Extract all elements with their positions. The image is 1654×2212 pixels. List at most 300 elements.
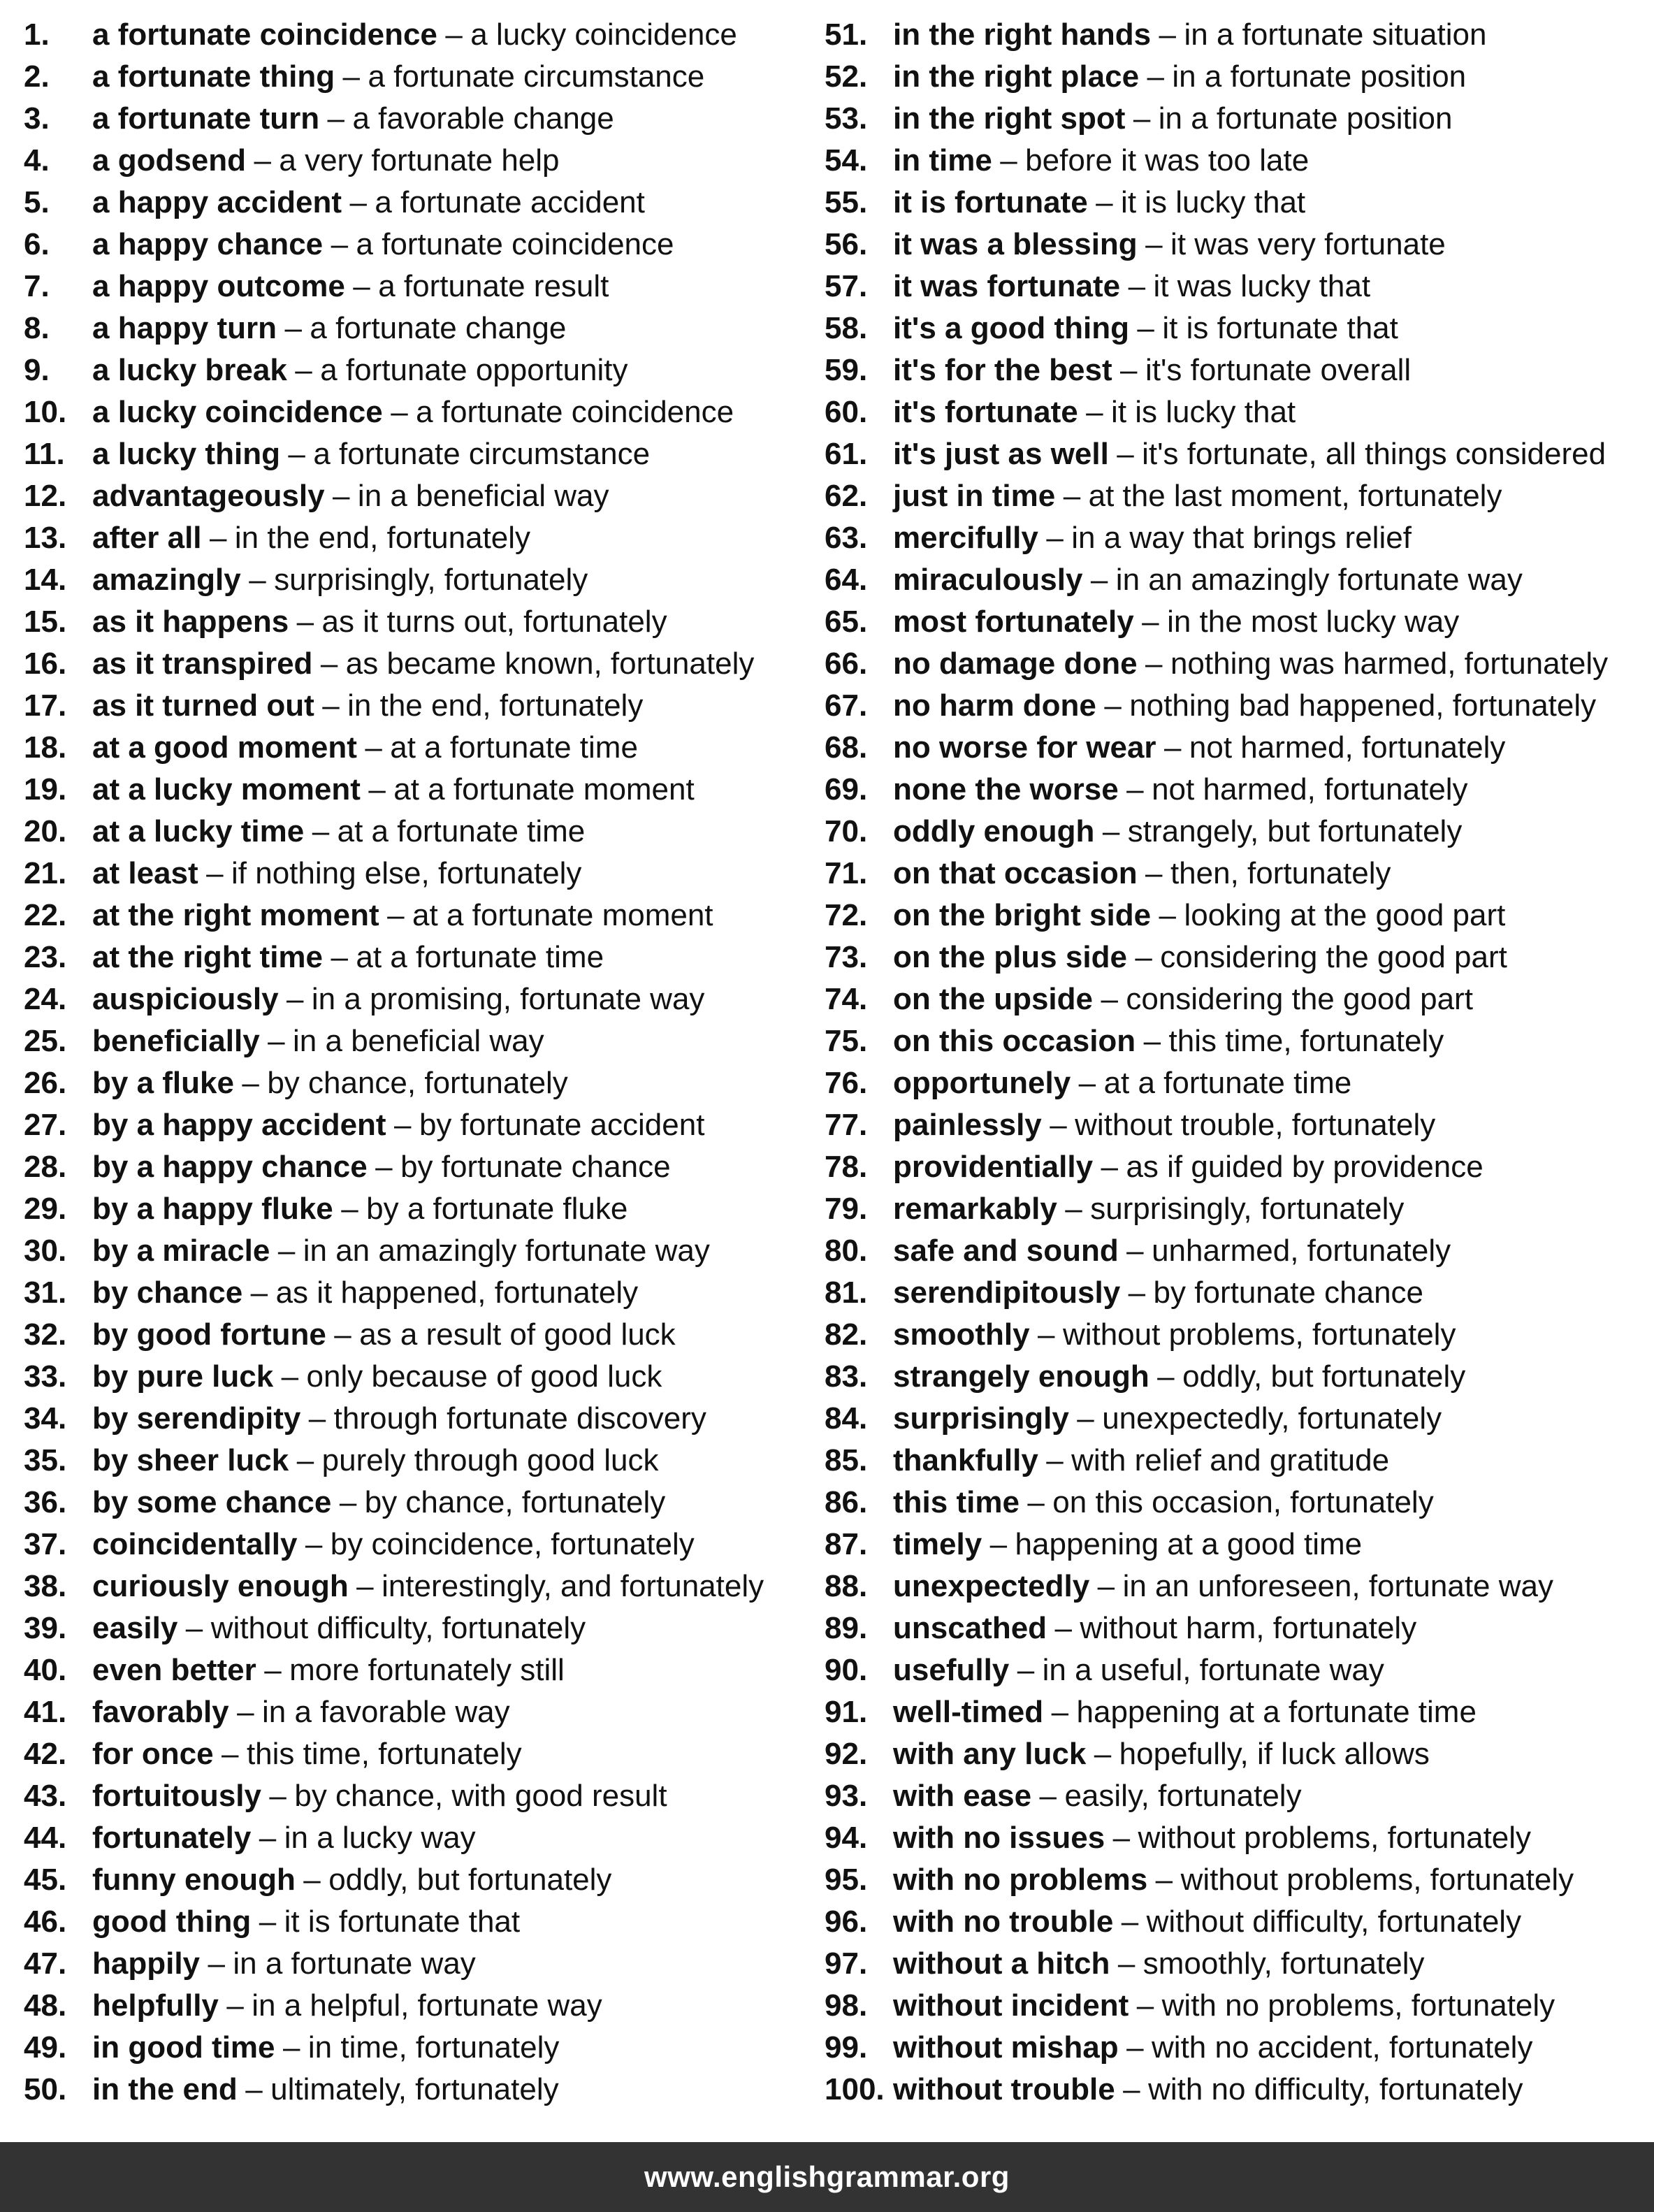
entry-term: fortuitously — [92, 1779, 261, 1813]
list-item — [825, 1188, 1649, 1230]
list-item — [24, 1146, 806, 1188]
entry-number: 17. — [24, 688, 67, 723]
entry-separator: – — [1112, 1821, 1131, 1855]
entry-definition: without problems, fortunately — [1180, 1863, 1574, 1897]
entry-term: a fortunate turn — [92, 101, 320, 136]
entry-term: without trouble — [893, 2072, 1115, 2106]
entry-term: on the bright side — [893, 898, 1152, 932]
entry-definition: a fortunate coincidence — [356, 227, 674, 261]
entry-term: by chance — [92, 1275, 243, 1310]
list-item — [825, 475, 1649, 517]
entry-separator: – — [237, 1695, 254, 1729]
entry-definition: this time, fortunately — [1168, 1024, 1444, 1058]
entry-definition: in a fortunate position — [1158, 101, 1453, 136]
entry-separator: – — [264, 1653, 282, 1687]
list-item — [24, 643, 806, 685]
entry-separator: – — [1128, 1275, 1146, 1310]
entry-term: by some chance — [92, 1485, 332, 1519]
entry-separator: – — [322, 688, 340, 723]
entry-definition: at a fortunate time — [356, 940, 604, 974]
list-item — [825, 559, 1649, 601]
entry-definition: at a fortunate moment — [412, 898, 713, 932]
entry-definition: a lucky coincidence — [470, 17, 737, 52]
entry-term: smoothly — [893, 1317, 1030, 1352]
entry-definition: it is fortunate that — [284, 1904, 521, 1939]
entry-definition: a favorable change — [352, 101, 614, 136]
list-item — [24, 98, 806, 140]
entry-definition: unharmed, fortunately — [1152, 1234, 1451, 1268]
entry-separator: – — [356, 1569, 374, 1603]
entry-definition: before it was too late — [1025, 143, 1310, 178]
entry-definition: as it happened, fortunately — [275, 1275, 639, 1310]
entry-number: 3. — [24, 101, 50, 136]
entry-number: 43. — [24, 1779, 67, 1813]
entry-definition: a fortunate circumstance — [368, 59, 705, 94]
entry-number: 93. — [825, 1779, 868, 1813]
list-item — [24, 1314, 806, 1356]
entry-term: after all — [92, 521, 202, 555]
entry-separator: – — [391, 395, 408, 429]
entry-term: favorably — [92, 1695, 229, 1729]
entry-definition: in time, fortunately — [307, 2030, 560, 2065]
entry-term: a fortunate thing — [92, 59, 335, 94]
list-item — [24, 1188, 806, 1230]
list-item — [825, 1817, 1649, 1859]
entry-definition: in a beneficial way — [357, 479, 609, 513]
entry-definition: by a fortunate fluke — [366, 1192, 628, 1226]
list-item — [825, 1649, 1649, 1691]
entry-number: 64. — [825, 563, 868, 597]
entry-term: as it happens — [92, 605, 289, 639]
list-item — [825, 1398, 1649, 1440]
list-item — [24, 308, 806, 349]
list-item — [24, 1607, 806, 1649]
entry-number: 28. — [24, 1150, 67, 1184]
entry-separator: – — [1135, 940, 1152, 974]
entry-separator: – — [245, 2072, 263, 2106]
entry-term: at the right moment — [92, 898, 379, 932]
entry-separator: – — [1142, 605, 1159, 639]
entry-separator: – — [208, 1946, 225, 1981]
entry-separator: – — [209, 521, 227, 555]
entry-number: 83. — [825, 1359, 868, 1394]
entry-term: timely — [893, 1527, 982, 1561]
list-item — [24, 1398, 806, 1440]
entry-number: 84. — [825, 1401, 868, 1436]
entry-term: by serendipity — [92, 1401, 301, 1436]
list-item — [24, 559, 806, 601]
list-item — [825, 308, 1649, 349]
list-item — [24, 937, 806, 978]
list-item — [24, 517, 806, 559]
list-item — [825, 1356, 1649, 1398]
entry-term: on the plus side — [893, 940, 1127, 974]
entry-separator: – — [282, 2030, 300, 2065]
entry-definition: a fortunate change — [310, 311, 567, 345]
list-item — [24, 978, 806, 1020]
entry-separator: – — [277, 1234, 296, 1268]
entry-term: with ease — [893, 1779, 1032, 1813]
entry-term: fortunately — [92, 1821, 252, 1855]
entry-separator: – — [254, 143, 271, 178]
entry-definition: surprisingly, fortunately — [274, 563, 588, 597]
entry-separator: – — [1117, 1946, 1136, 1981]
entry-number: 7. — [24, 269, 50, 303]
right-column — [825, 14, 1649, 2111]
entry-number: 65. — [825, 605, 868, 639]
list-item — [24, 1859, 806, 1901]
entry-definition: in a helpful, fortunate way — [252, 1988, 602, 2023]
entry-separator: – — [1063, 479, 1081, 513]
entry-separator: – — [1128, 269, 1146, 303]
entry-term: with no issues — [893, 1821, 1105, 1855]
list-item — [24, 14, 806, 56]
list-item — [24, 56, 806, 98]
entry-separator: – — [1137, 311, 1154, 345]
list-item — [24, 685, 806, 727]
list-item — [825, 140, 1649, 182]
entry-definition: this time, fortunately — [246, 1737, 522, 1771]
entry-number: 22. — [24, 898, 67, 932]
entry-separator: – — [1120, 353, 1138, 387]
entry-definition: purely through good luck — [321, 1443, 659, 1477]
entry-term: it's a good thing — [893, 311, 1129, 345]
entry-definition: by chance, with good result — [294, 1779, 667, 1813]
entry-definition: hopefully, if luck allows — [1119, 1737, 1430, 1771]
entry-term: coincidentally — [92, 1527, 298, 1561]
entry-term: thankfully — [893, 1443, 1038, 1477]
entry-definition: then, fortunately — [1170, 856, 1391, 890]
list-item — [825, 895, 1649, 937]
list-item — [24, 140, 806, 182]
list-item — [24, 1230, 806, 1272]
entry-number: 21. — [24, 856, 67, 890]
entry-number: 60. — [825, 395, 868, 429]
entry-definition: with no difficulty, fortunately — [1148, 2072, 1523, 2106]
entry-definition: in a fortunate situation — [1184, 17, 1487, 52]
entry-number: 56. — [825, 227, 868, 261]
entry-term: a lucky coincidence — [92, 395, 383, 429]
list-item — [825, 517, 1649, 559]
entry-definition: in an amazingly fortunate way — [1115, 563, 1523, 597]
list-item — [825, 1146, 1649, 1188]
entry-definition: by fortunate accident — [419, 1108, 705, 1142]
entry-definition: through fortunate discovery — [333, 1401, 706, 1436]
list-item — [825, 349, 1649, 391]
entry-term: for once — [92, 1737, 214, 1771]
entry-term: in time — [893, 143, 992, 178]
list-item — [825, 769, 1649, 811]
list-item — [825, 1230, 1649, 1272]
entry-separator: – — [341, 1192, 358, 1226]
list-item — [825, 643, 1649, 685]
entry-term: even better — [92, 1653, 256, 1687]
entry-definition: easily, fortunately — [1064, 1779, 1302, 1813]
entry-definition: without problems, fortunately — [1062, 1317, 1456, 1352]
entry-number: 50. — [24, 2072, 67, 2106]
list-item — [825, 98, 1649, 140]
entry-number: 12. — [24, 479, 67, 513]
entry-separator: – — [296, 1443, 314, 1477]
entry-number: 16. — [24, 646, 67, 681]
entry-term: in the right place — [893, 59, 1140, 94]
entry-separator: – — [1050, 1108, 1067, 1142]
entry-separator: – — [185, 1611, 203, 1645]
entry-definition: without harm, fortunately — [1080, 1611, 1417, 1645]
entry-term: by good fortune — [92, 1317, 326, 1352]
entry-definition: it is lucky that — [1111, 395, 1296, 429]
entry-term: miraculously — [893, 563, 1083, 597]
entry-number: 52. — [825, 59, 868, 94]
list-item — [825, 1943, 1649, 1985]
entry-definition: a fortunate coincidence — [416, 395, 734, 429]
word-list — [0, 14, 1654, 2125]
entry-separator: – — [206, 856, 224, 890]
list-item — [825, 1691, 1649, 1733]
entry-separator: – — [1102, 814, 1120, 848]
entry-number: 42. — [24, 1737, 67, 1771]
entry-separator: – — [295, 353, 312, 387]
entry-separator: – — [249, 563, 266, 597]
entry-number: 48. — [24, 1988, 67, 2023]
entry-definition: on this occasion, fortunately — [1052, 1485, 1434, 1519]
entry-definition: without trouble, fortunately — [1075, 1108, 1436, 1142]
list-item — [24, 1733, 806, 1775]
entry-term: a happy outcome — [92, 269, 345, 303]
entry-number: 6. — [24, 227, 50, 261]
list-item — [825, 601, 1649, 643]
entry-number: 10. — [24, 395, 67, 429]
entry-term: no harm done — [893, 688, 1096, 723]
entry-number: 75. — [825, 1024, 868, 1058]
entry-separator: – — [1000, 143, 1017, 178]
entry-term: in the end — [92, 2072, 238, 2106]
entry-number: 29. — [24, 1192, 67, 1226]
entry-number: 35. — [24, 1443, 67, 1477]
entry-term: curiously enough — [92, 1569, 349, 1603]
entry-separator: – — [1077, 1401, 1094, 1436]
entry-number: 100. — [825, 2072, 885, 2106]
entry-term: on that occasion — [893, 856, 1138, 890]
entry-definition: happening at a fortunate time — [1076, 1695, 1477, 1729]
list-item — [24, 433, 806, 475]
list-item — [825, 433, 1649, 475]
entry-definition: at the last moment, fortunately — [1088, 479, 1502, 513]
entry-number: 61. — [825, 437, 868, 471]
entry-term: strangely enough — [893, 1359, 1149, 1394]
entry-definition: with relief and gratitude — [1071, 1443, 1390, 1477]
entry-term: remarkably — [893, 1192, 1057, 1226]
list-item — [24, 601, 806, 643]
entry-definition: nothing was harmed, fortunately — [1170, 646, 1609, 681]
entry-number: 58. — [825, 311, 868, 345]
entry-separator: – — [375, 1150, 393, 1184]
entry-definition: strangely, but fortunately — [1127, 814, 1463, 848]
entry-separator: – — [1101, 982, 1118, 1016]
entry-number: 87. — [825, 1527, 868, 1561]
entry-definition: a very fortunate help — [279, 143, 560, 178]
entry-number: 36. — [24, 1485, 67, 1519]
website-url[interactable]: www.englishgrammar.org — [644, 2160, 1010, 2193]
list-item — [825, 2027, 1649, 2069]
entry-term: without mishap — [893, 2030, 1119, 2065]
list-item — [24, 1524, 806, 1566]
entry-number: 15. — [24, 605, 67, 639]
list-item — [24, 1943, 806, 1985]
list-item — [24, 1104, 806, 1146]
entry-number: 78. — [825, 1150, 868, 1184]
entry-term: by a happy fluke — [92, 1192, 333, 1226]
entry-definition: only because of good luck — [306, 1359, 662, 1394]
entry-number: 88. — [825, 1569, 868, 1603]
list-item — [825, 1607, 1649, 1649]
entry-separator: – — [331, 940, 348, 974]
entry-number: 86. — [825, 1485, 868, 1519]
entry-separator: – — [1038, 1317, 1055, 1352]
entry-term: at the right time — [92, 940, 324, 974]
entry-number: 44. — [24, 1821, 67, 1855]
entry-term: at least — [92, 856, 198, 890]
entry-term: funny enough — [92, 1863, 296, 1897]
entry-number: 98. — [825, 1988, 868, 2023]
entry-term: painlessly — [893, 1108, 1042, 1142]
list-item — [825, 391, 1649, 433]
entry-separator: – — [1123, 2072, 1140, 2106]
entry-number: 18. — [24, 730, 67, 765]
entry-separator: – — [284, 311, 302, 345]
entry-separator: – — [339, 1485, 357, 1519]
list-item — [24, 2027, 806, 2069]
entry-definition: not harmed, fortunately — [1189, 730, 1506, 765]
entry-separator: – — [320, 646, 338, 681]
entry-number: 41. — [24, 1695, 67, 1729]
entry-definition: as it turns out, fortunately — [321, 605, 667, 639]
entry-separator: – — [1090, 563, 1108, 597]
list-item — [825, 1314, 1649, 1356]
list-item — [24, 391, 806, 433]
entry-term: at a lucky moment — [92, 772, 361, 807]
entry-definition: at a fortunate time — [1103, 1066, 1352, 1100]
entry-number: 5. — [24, 185, 50, 219]
list-item — [24, 1691, 806, 1733]
list-item — [825, 937, 1649, 978]
entry-separator: – — [333, 479, 350, 513]
entry-term: a godsend — [92, 143, 247, 178]
entry-number: 57. — [825, 269, 868, 303]
list-item — [24, 1062, 806, 1104]
entry-number: 80. — [825, 1234, 868, 1268]
entry-definition: it is lucky that — [1121, 185, 1306, 219]
entry-separator: – — [1147, 59, 1164, 94]
list-item — [24, 1440, 806, 1482]
entry-term: with no trouble — [893, 1904, 1114, 1939]
entry-definition: interestingly, and fortunately — [382, 1569, 764, 1603]
entry-separator: – — [327, 101, 345, 136]
entry-number: 68. — [825, 730, 868, 765]
list-item — [825, 1482, 1649, 1524]
entry-separator: – — [268, 1024, 285, 1058]
entry-separator: – — [445, 17, 463, 52]
entry-definition: in the most lucky way — [1167, 605, 1460, 639]
entry-term: providentially — [893, 1150, 1094, 1184]
entry-number: 24. — [24, 982, 67, 1016]
entry-definition: in a favorable way — [262, 1695, 510, 1729]
entry-number: 25. — [24, 1024, 67, 1058]
entry-definition: surprisingly, fortunately — [1090, 1192, 1405, 1226]
list-item — [825, 1440, 1649, 1482]
entry-separator: – — [1046, 521, 1064, 555]
entry-term: a fortunate coincidence — [92, 17, 437, 52]
entry-term: a happy accident — [92, 185, 342, 219]
entry-definition: it is fortunate that — [1162, 311, 1398, 345]
entry-separator: – — [387, 898, 405, 932]
list-item — [825, 224, 1649, 266]
entry-number: 79. — [825, 1192, 868, 1226]
list-item — [24, 1482, 806, 1524]
entry-number: 1. — [24, 17, 50, 52]
entry-separator: – — [334, 1317, 351, 1352]
entry-number: 67. — [825, 688, 868, 723]
entry-term: auspiciously — [92, 982, 279, 1016]
entry-definition: at a fortunate moment — [393, 772, 695, 807]
entry-term: with any luck — [893, 1737, 1087, 1771]
list-item — [24, 853, 806, 895]
entry-definition: it's fortunate, all things considered — [1142, 437, 1606, 471]
entry-definition: in a fortunate way — [233, 1946, 476, 1981]
list-item — [825, 2069, 1649, 2111]
entry-number: 73. — [825, 940, 868, 974]
left-column — [24, 14, 806, 2111]
entry-term: this time — [893, 1485, 1020, 1519]
entry-separator: – — [250, 1275, 268, 1310]
entry-separator: – — [312, 814, 330, 848]
entry-separator: – — [1143, 1024, 1161, 1058]
entry-definition: in an unforeseen, fortunate way — [1122, 1569, 1553, 1603]
entry-number: 99. — [825, 2030, 868, 2065]
list-item — [24, 811, 806, 853]
entry-separator: – — [242, 1066, 259, 1100]
entry-definition: more fortunately still — [289, 1653, 565, 1687]
entry-number: 2. — [24, 59, 50, 94]
entry-definition: considering the good part — [1160, 940, 1507, 974]
entry-definition: in a way that brings relief — [1071, 521, 1412, 555]
list-item — [24, 224, 806, 266]
entry-term: helpfully — [92, 1988, 219, 2023]
entry-definition: by chance, fortunately — [364, 1485, 666, 1519]
entry-separator: – — [1136, 1988, 1154, 2023]
list-item — [825, 1020, 1649, 1062]
entry-definition: without problems, fortunately — [1138, 1821, 1532, 1855]
entry-term: it was fortunate — [893, 269, 1121, 303]
entry-number: 4. — [24, 143, 50, 178]
list-item — [24, 895, 806, 937]
entry-term: a happy chance — [92, 227, 324, 261]
entry-term: on the upside — [893, 982, 1093, 1016]
entry-number: 14. — [24, 563, 67, 597]
entry-number: 40. — [24, 1653, 67, 1687]
entry-definition: with no problems, fortunately — [1161, 1988, 1555, 2023]
entry-term: no damage done — [893, 646, 1138, 681]
entry-number: 39. — [24, 1611, 67, 1645]
entry-term: mercifully — [893, 521, 1038, 555]
entry-number: 49. — [24, 2030, 67, 2065]
entry-separator: – — [303, 1863, 321, 1897]
entry-number: 37. — [24, 1527, 67, 1561]
entry-term: in good time — [92, 2030, 275, 2065]
entry-term: just in time — [893, 479, 1056, 513]
list-item — [825, 1901, 1649, 1943]
entry-number: 90. — [825, 1653, 868, 1687]
